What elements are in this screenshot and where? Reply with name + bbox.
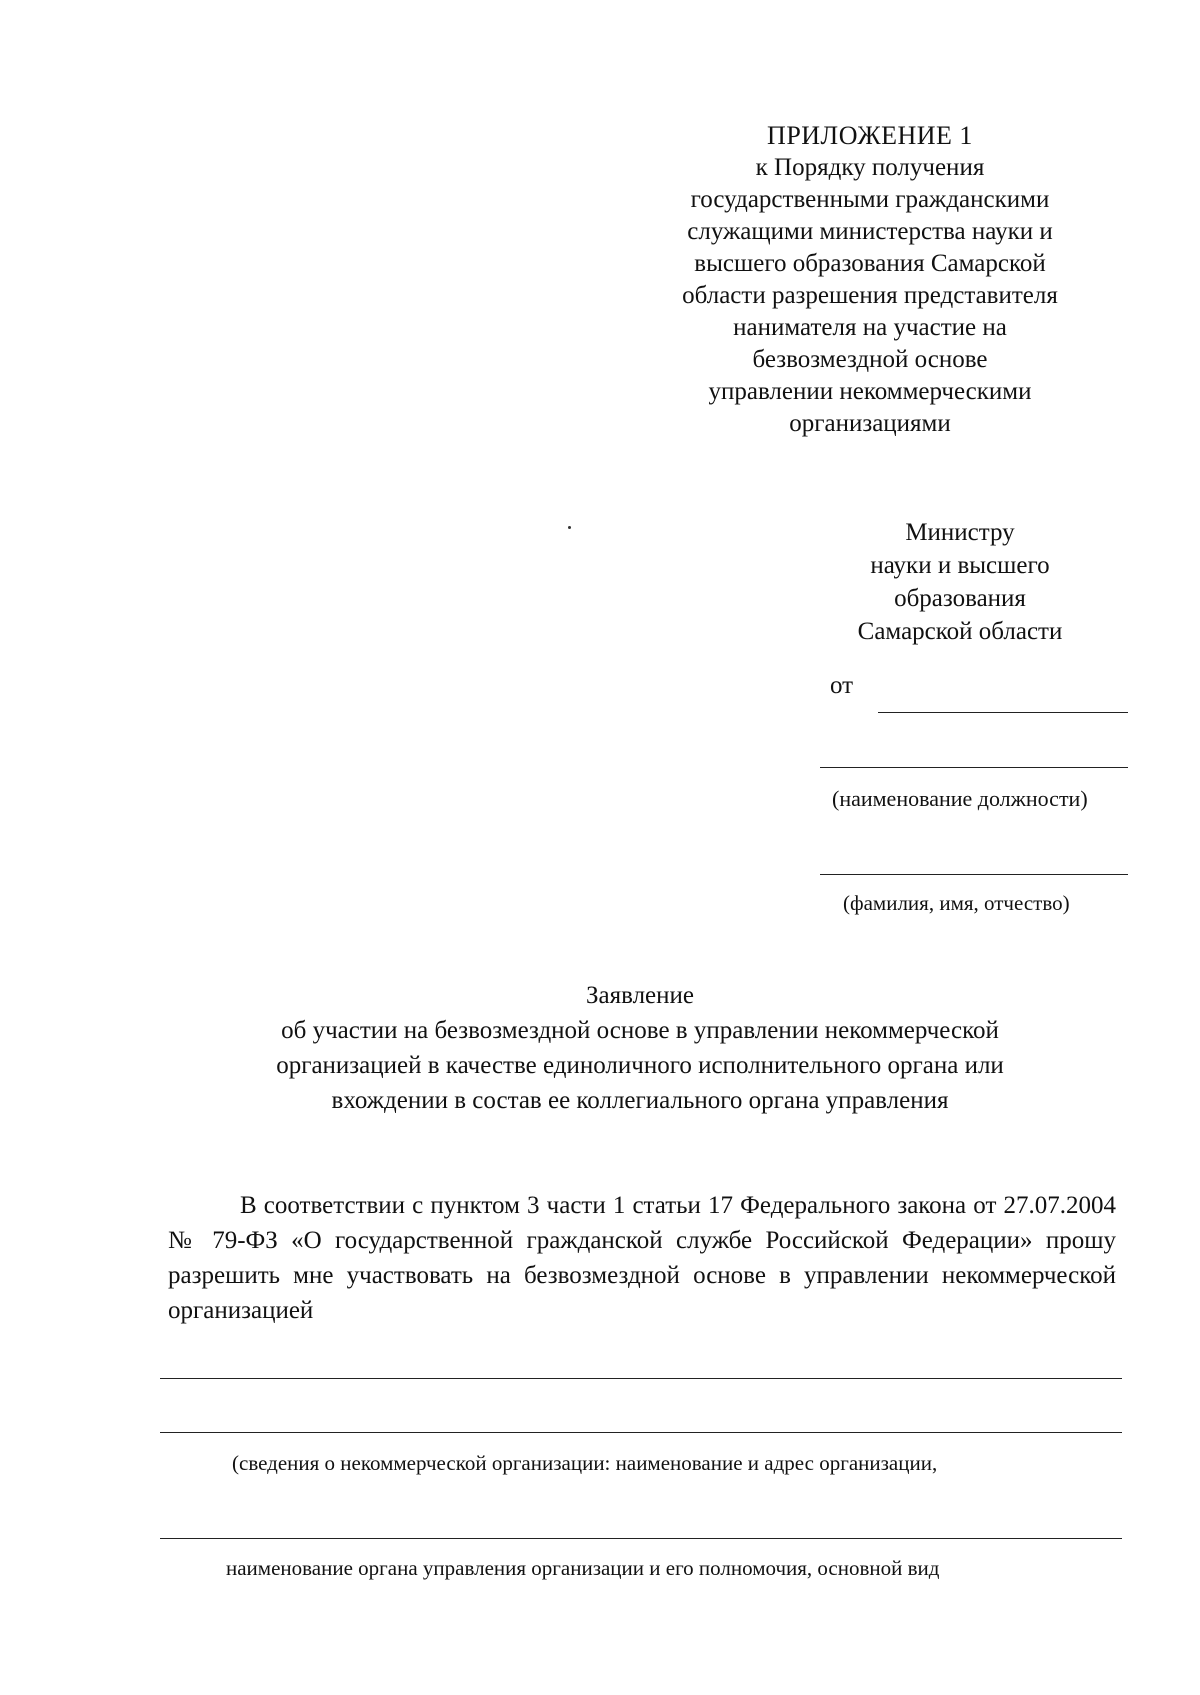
name-caption: (фамилия, имя, отчество) <box>843 891 1070 915</box>
scan-speck <box>568 526 571 529</box>
statement-subtitle-line: вхождении в состав ее коллегиального органа управления <box>331 1087 949 1114</box>
addressee-line: Министру <box>905 519 1015 546</box>
statement-title: Заявление <box>585 982 695 1009</box>
appendix-line: нанимателя на участие на <box>733 314 1007 341</box>
appendix-line: организациями <box>789 410 951 437</box>
statement-subtitle-line: организацией в качестве единоличного исполнительного органа или <box>276 1052 1004 1079</box>
appendix-line: безвозмездной основе <box>752 346 988 373</box>
statement-heading <box>160 978 1120 1118</box>
org-input-line-3[interactable] <box>160 1538 1122 1539</box>
addressee-line: науки и высшего <box>870 552 1050 579</box>
statement-subtitle-line: об участии на безвозмездной основе в управлении некоммерческой <box>281 1017 999 1044</box>
name-input-line[interactable] <box>820 874 1128 875</box>
position-input-line[interactable] <box>820 767 1128 768</box>
appendix-heading <box>660 120 1080 440</box>
appendix-line: к Порядку получения <box>755 154 985 181</box>
addressee-line: Самарской области <box>857 618 1063 645</box>
appendix-line: управлении некоммерческими <box>708 378 1032 405</box>
addressee-block <box>830 516 1090 648</box>
from-input-line[interactable] <box>878 712 1128 713</box>
appendix-line: служащими министерства науки и <box>687 218 1053 245</box>
appendix-line: области разрешения представителя <box>682 282 1058 309</box>
appendix-title: ПРИЛОЖЕНИЕ 1 <box>767 121 973 150</box>
statement-paragraph: В соответствии с пунктом 3 части 1 статьи 17 Федерального закона от 27.07.2004 № 79-ФЗ «О государственной гражданской службе Российской Федерации» прошу разрешить мне участвовать на безвозмездной основе в управлении некоммерческой организацией <box>168 1192 1116 1324</box>
org-input-line-1[interactable] <box>160 1378 1122 1379</box>
position-caption: (наименование должности) <box>832 786 1088 811</box>
org-caption-2: наименование органа управления организации и его полномочия, основной вид <box>226 1556 940 1580</box>
org-input-line-2[interactable] <box>160 1432 1122 1433</box>
org-caption-1: (сведения о некоммерческой организации: наименование и адрес организации, <box>232 1451 938 1475</box>
from-label: от <box>830 672 854 699</box>
appendix-line: высшего образования Самарской <box>694 250 1046 277</box>
addressee-line: образования <box>894 585 1026 612</box>
appendix-line: государственными гражданскими <box>690 186 1050 213</box>
statement-body <box>168 1188 1116 1328</box>
